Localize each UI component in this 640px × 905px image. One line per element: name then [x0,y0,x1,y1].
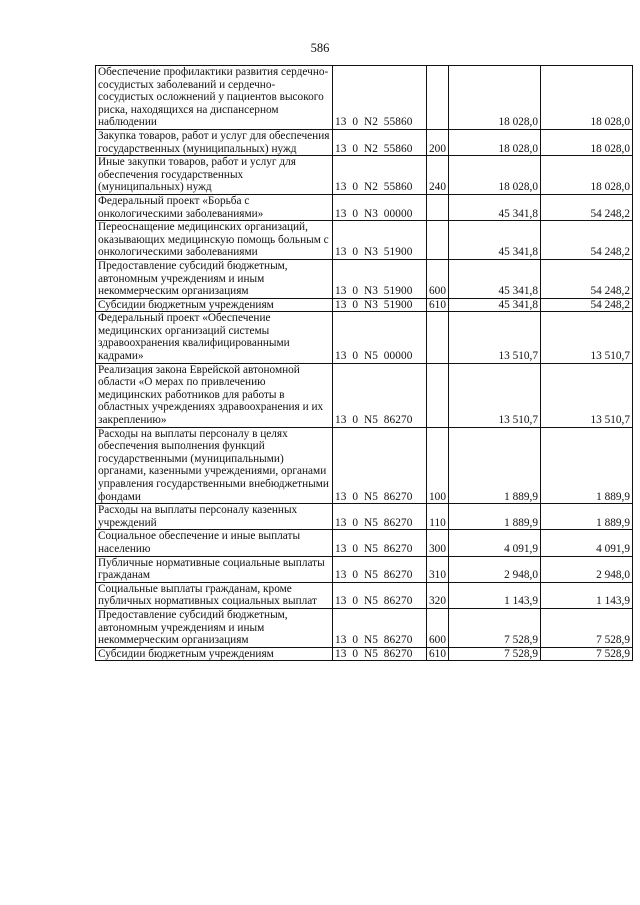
row-expense-type [427,194,449,220]
row-amount-2: 54 248,2 [541,298,633,312]
row-description: Расходы на выплаты персоналу казенных учреждений [96,504,333,530]
table-row [96,647,633,661]
row-code: 13 0 N5 86270 [333,582,427,608]
row-amount-2: 13 510,7 [541,312,633,363]
row-description: Обеспечение профилактики развития сердечно-сосудистых заболеваний и сердечно-сосудистых осложнений у пациентов высокого риска, находящихся на диспансерном наблюдении [96,66,333,130]
row-description: Закупка товаров, работ и услуг для обеспечения государственных (муниципальных) нужд [96,129,333,155]
row-amount-2: 1 143,9 [541,582,633,608]
row-description: Реализация закона Еврейской автономной области «О мерах по привлечению медицинских работников для работы в областных учреждениях здравоохранения и их закреплению» [96,363,333,427]
table-row [96,194,633,220]
row-description: Публичные нормативные социальные выплаты гражданам [96,556,333,582]
table-row [96,66,633,130]
row-expense-type: 300 [427,530,449,556]
row-expense-type: 240 [427,156,449,195]
row-expense-type: 310 [427,556,449,582]
row-amount-1: 18 028,0 [449,66,541,130]
row-amount-1: 7 528,9 [449,647,541,661]
row-expense-type [427,363,449,427]
row-code: 13 0 N5 86270 [333,427,427,504]
row-amount-1: 45 341,8 [449,194,541,220]
row-code: 13 0 N5 86270 [333,647,427,661]
table-row [96,156,633,195]
row-amount-1: 18 028,0 [449,129,541,155]
row-code: 13 0 N3 51900 [333,221,427,260]
table-row [96,129,633,155]
page-number: 586 [310,41,330,55]
row-code: 13 0 N2 55860 [333,156,427,195]
row-amount-1: 45 341,8 [449,298,541,312]
table-row [96,504,633,530]
row-amount-2: 1 889,9 [541,504,633,530]
table-row [96,312,633,363]
row-expense-type: 600 [427,608,449,647]
row-description: Социальные выплаты гражданам, кроме публичных нормативных социальных выплат [96,582,333,608]
row-expense-type [427,312,449,363]
row-amount-1: 2 948,0 [449,556,541,582]
row-code: 13 0 N3 51900 [333,259,427,298]
budget-table-body [96,66,633,661]
row-amount-1: 13 510,7 [449,363,541,427]
row-amount-2: 54 248,2 [541,221,633,260]
row-amount-2: 54 248,2 [541,194,633,220]
row-code: 13 0 N3 00000 [333,194,427,220]
row-amount-1: 18 028,0 [449,156,541,195]
row-code: 13 0 N2 55860 [333,66,427,130]
table-row [96,530,633,556]
table-row [96,221,633,260]
row-expense-type: 320 [427,582,449,608]
row-code: 13 0 N2 55860 [333,129,427,155]
row-description: Расходы на выплаты персоналу в целях обеспечения выполнения функций государственными (муниципальными) органами, казенными учреждениями, органами управления государственными внебюджетными фондами [96,427,333,504]
row-code: 13 0 N5 86270 [333,504,427,530]
row-description: Субсидии бюджетным учреждениям [96,647,333,661]
table-row [96,582,633,608]
row-amount-1: 45 341,8 [449,221,541,260]
table-row [96,427,633,504]
row-amount-1: 45 341,8 [449,259,541,298]
row-expense-type: 200 [427,129,449,155]
row-amount-2: 18 028,0 [541,156,633,195]
row-description: Федеральный проект «Борьба с онкологическими заболеваниями» [96,194,333,220]
row-description: Федеральный проект «Обеспечение медицинских организаций системы здравоохранения квалифицированными кадрами» [96,312,333,363]
table-row [96,556,633,582]
row-code: 13 0 N5 86270 [333,556,427,582]
row-amount-2: 13 510,7 [541,363,633,427]
row-amount-2: 1 889,9 [541,427,633,504]
table-row [96,259,633,298]
row-amount-1: 7 528,9 [449,608,541,647]
row-code: 13 0 N5 86270 [333,530,427,556]
row-expense-type: 100 [427,427,449,504]
row-amount-2: 4 091,9 [541,530,633,556]
row-amount-2: 18 028,0 [541,66,633,130]
row-code: 13 0 N5 86270 [333,608,427,647]
row-code: 13 0 N3 51900 [333,298,427,312]
row-description: Социальное обеспечение и иные выплаты населению [96,530,333,556]
row-description: Субсидии бюджетным учреждениям [96,298,333,312]
row-amount-2: 2 948,0 [541,556,633,582]
row-amount-2: 18 028,0 [541,129,633,155]
row-description: Переоснащение медицинских организаций, оказывающих медицинскую помощь больным с онкологическими заболеваниями [96,221,333,260]
row-expense-type: 110 [427,504,449,530]
row-amount-1: 4 091,9 [449,530,541,556]
row-amount-2: 54 248,2 [541,259,633,298]
budget-table [95,65,633,661]
row-description: Иные закупки товаров, работ и услуг для обеспечения государственных (муниципальных) нужд [96,156,333,195]
row-expense-type: 610 [427,298,449,312]
row-amount-1: 13 510,7 [449,312,541,363]
row-code: 13 0 N5 86270 [333,363,427,427]
table-row [96,363,633,427]
row-code: 13 0 N5 00000 [333,312,427,363]
row-expense-type [427,221,449,260]
row-expense-type [427,66,449,130]
row-amount-2: 7 528,9 [541,647,633,661]
table-row [96,298,633,312]
row-amount-1: 1 889,9 [449,504,541,530]
row-amount-2: 7 528,9 [541,608,633,647]
row-amount-1: 1 889,9 [449,427,541,504]
table-row [96,608,633,647]
row-description: Предоставление субсидий бюджетным, автономным учреждениям и иным некоммерческим организациям [96,259,333,298]
row-description: Предоставление субсидий бюджетным, автономным учреждениям и иным некоммерческим организациям [96,608,333,647]
row-expense-type: 610 [427,647,449,661]
row-amount-1: 1 143,9 [449,582,541,608]
row-expense-type: 600 [427,259,449,298]
